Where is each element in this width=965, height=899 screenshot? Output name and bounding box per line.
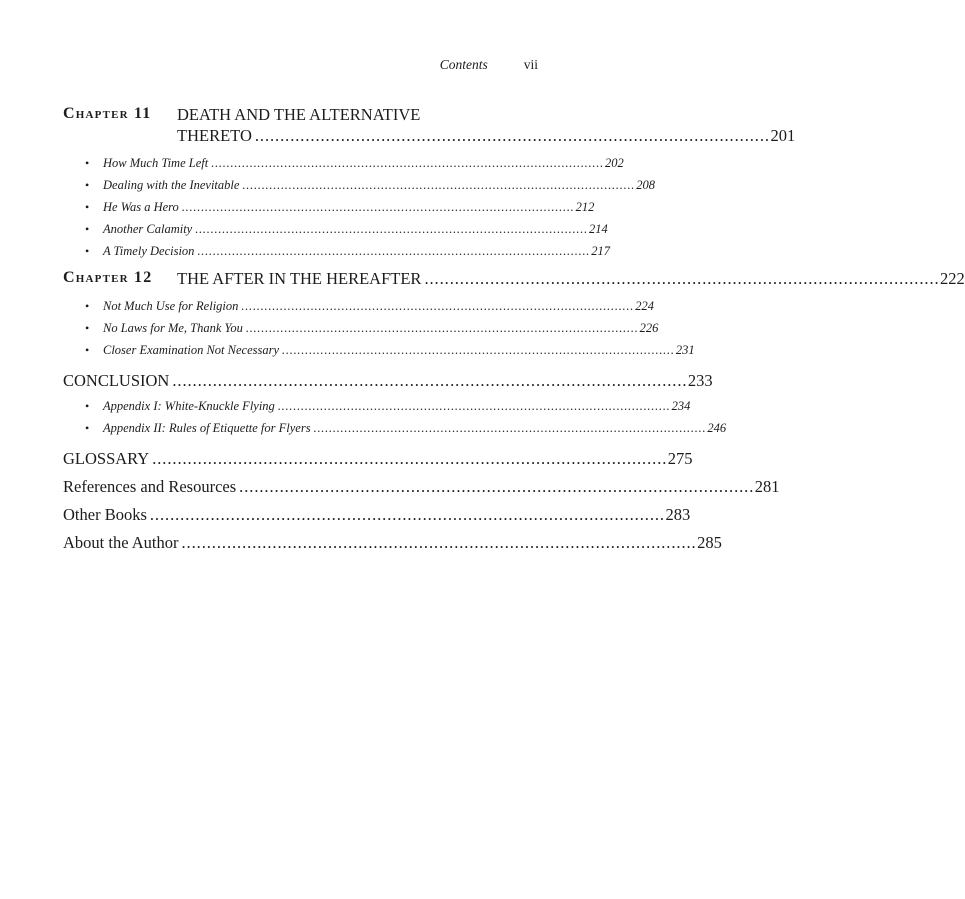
- entry-title: GLOSSARY: [63, 449, 150, 468]
- subsection-page-number: 214: [589, 222, 608, 236]
- subsection-title: A Timely Decision: [103, 244, 195, 258]
- bullet-icon: •: [85, 200, 90, 214]
- dot-leader: [278, 395, 669, 417]
- toc-subsection[interactable]: [63, 218, 608, 240]
- dot-leader: [150, 501, 663, 529]
- chapter-label: Chapter 12: [63, 269, 153, 286]
- bullet-icon: •: [85, 299, 90, 313]
- bullet-icon: •: [85, 156, 90, 170]
- table-of-contents: [63, 104, 965, 557]
- entry-page-number: 285: [697, 533, 722, 552]
- entry-page-number: 275: [667, 449, 693, 468]
- entry-page-number: 283: [665, 505, 691, 524]
- toc-subsection[interactable]: [63, 295, 654, 317]
- dot-leader: [195, 218, 586, 240]
- subsection-page-number: 234: [671, 399, 691, 413]
- chapter-page-number: 201: [770, 126, 796, 145]
- dot-leader: [182, 196, 573, 218]
- dot-leader: [246, 317, 637, 339]
- subsection-page-number: 217: [591, 244, 610, 258]
- subsection-page-number: 224: [635, 299, 654, 313]
- toc-entry-references[interactable]: [63, 473, 780, 501]
- subsection-title: Appendix I: White-Knuckle Flying: [103, 399, 275, 413]
- bullet-icon: •: [85, 244, 90, 258]
- dot-leader: [172, 367, 685, 395]
- bullet-icon: •: [85, 321, 90, 335]
- subsection-title: Appendix II: Rules of Etiquette for Flyers: [103, 421, 311, 435]
- dot-leader: [314, 417, 705, 439]
- entry-title: Other Books: [63, 505, 147, 524]
- toc-subsection[interactable]: [63, 395, 691, 417]
- toc-entry-other-books[interactable]: [63, 501, 691, 529]
- toc-subsection[interactable]: [63, 152, 624, 174]
- bullet-icon: •: [85, 222, 90, 236]
- subsection-page-number: 202: [605, 156, 624, 170]
- toc-subsection[interactable]: [63, 240, 610, 262]
- dot-leader: [255, 125, 768, 146]
- dot-leader: [152, 445, 665, 473]
- subsection-page-number: 246: [707, 421, 727, 435]
- subsection-title: Another Calamity: [103, 222, 193, 236]
- subsection-title: Not Much Use for Religion: [103, 299, 239, 313]
- dot-leader: [197, 240, 588, 262]
- toc-conclusion[interactable]: [63, 367, 713, 395]
- subsection-page-number: 208: [636, 178, 655, 192]
- subsection-page-number: 231: [675, 343, 695, 357]
- conclusion-subsections: [63, 395, 727, 439]
- page-number: vii: [523, 57, 538, 72]
- toc-subsection[interactable]: [63, 339, 695, 361]
- toc-entry-about-author[interactable]: [63, 529, 722, 557]
- chapter-label: Chapter 11: [63, 105, 152, 122]
- bullet-icon: •: [85, 343, 90, 357]
- chapter-12-subsections: [63, 295, 695, 361]
- toc-entry-glossary[interactable]: [63, 445, 693, 473]
- subsection-title: How Much Time Left: [103, 156, 209, 170]
- subsection-title: Dealing with the Inevitable: [103, 178, 240, 192]
- dot-leader: [242, 174, 633, 196]
- bullet-icon: •: [85, 421, 90, 435]
- entry-title: About the Author: [63, 533, 179, 552]
- running-head-title: Contents: [439, 57, 488, 72]
- entry-title: CONCLUSION: [63, 371, 170, 390]
- entry-title: References and Resources: [63, 477, 237, 496]
- toc-subsection[interactable]: [63, 174, 655, 196]
- toc-subsection[interactable]: [63, 196, 595, 218]
- subsection-title: He Was a Hero: [103, 200, 179, 214]
- chapter-title-line: THERETO: [177, 126, 252, 145]
- subsection-page-number: 212: [575, 200, 595, 214]
- dot-leader: [424, 268, 937, 289]
- dot-leader: [282, 339, 673, 361]
- toc-subsection[interactable]: [63, 317, 659, 339]
- bullet-icon: •: [85, 178, 90, 192]
- toc-subsection[interactable]: [63, 417, 727, 439]
- toc-chapter-11[interactable]: [63, 104, 796, 146]
- subsection-title: Closer Examination Not Necessary: [103, 343, 280, 357]
- toc-chapter-12[interactable]: [63, 268, 965, 289]
- dot-leader: [182, 529, 695, 557]
- chapter-title-line: THE AFTER IN THE HEREAFTER: [177, 269, 422, 288]
- chapter-title-line: DEATH AND THE ALTERNATIVE: [177, 105, 421, 124]
- entry-page-number: 233: [687, 371, 713, 390]
- running-head: [440, 57, 538, 73]
- entry-page-number: 281: [754, 477, 780, 496]
- chapter-11-subsections: [63, 152, 655, 262]
- bullet-icon: •: [85, 399, 90, 413]
- subsection-title: No Laws for Me, Thank You: [103, 321, 243, 335]
- dot-leader: [239, 473, 752, 501]
- dot-leader: [211, 152, 602, 174]
- chapter-page-number: 222: [940, 269, 965, 288]
- dot-leader: [241, 295, 632, 317]
- subsection-page-number: 226: [639, 321, 659, 335]
